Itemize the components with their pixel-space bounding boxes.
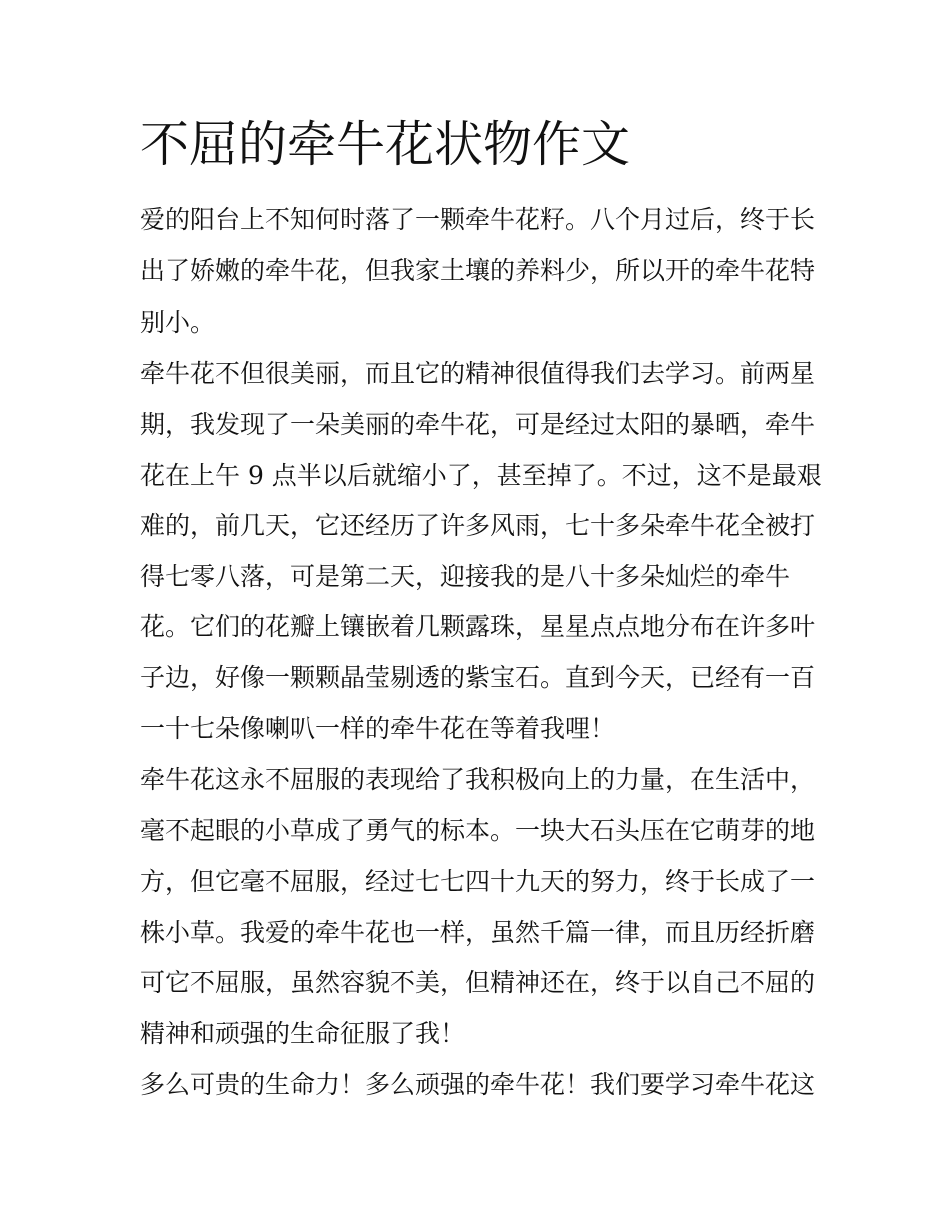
text-line-2: 出了娇嫩的牵牛花，但我家土壤的养料少，所以开的牵牛花特	[140, 256, 816, 285]
text-line-3: 别小。	[140, 308, 216, 337]
text-line-16: 可它不屈服，虽然容貌不美，但精神还在，终于以自己不屈的	[140, 968, 816, 997]
text-line-6: 花在上午 9 点半以后就缩小了，甚至掉了。不过，这不是最艰	[140, 461, 822, 490]
text-line-11: 一十七朵像喇叭一样的牵牛花在等着我哩！	[140, 714, 616, 743]
text-line-4: 牵牛花不但很美丽，而且它的精神很值得我们去学习。前两星	[140, 359, 816, 388]
text-line-13: 毫不起眼的小草成了勇气的标本。一块大石头压在它萌芽的地	[140, 816, 816, 845]
text-line-12: 牵牛花这永不屈服的表现给了我积极向上的力量，在生活中，	[140, 765, 816, 794]
text-line-15: 株小草。我爱的牵牛花也一样，虽然千篇一律，而且历经折磨	[140, 918, 816, 947]
text-line-1: 爱的阳台上不知何时落了一颗牵牛花籽。八个月过后，终于长	[140, 205, 816, 234]
text-line-5: 期，我发现了一朵美丽的牵牛花，可是经过太阳的暴晒，牵牛	[140, 410, 816, 439]
text-line-17: 精神和顽强的生命征服了我！	[140, 1019, 466, 1048]
text-line-14: 方，但它毫不屈服，经过七七四十九天的努力，终于长成了一	[140, 867, 816, 896]
text-line-7: 难的，前几天，它还经历了许多风雨，七十多朵牵牛花全被打	[140, 511, 816, 540]
text-line-10: 子边，好像一颗颗晶莹剔透的紫宝石。直到今天，已经有一百	[140, 663, 816, 692]
document-title: 不屈的牵牛花状物作文	[140, 116, 631, 173]
text-line-8: 得七零八落，可是第二天，迎接我的是八十多朵灿烂的牵牛	[140, 562, 791, 591]
text-line-18: 多么可贵的生命力！多么顽强的牵牛花！我们要学习牵牛花这	[140, 1070, 816, 1099]
text-line-9: 花。它们的花瓣上镶嵌着几颗露珠，星星点点地分布在许多叶	[140, 612, 816, 641]
